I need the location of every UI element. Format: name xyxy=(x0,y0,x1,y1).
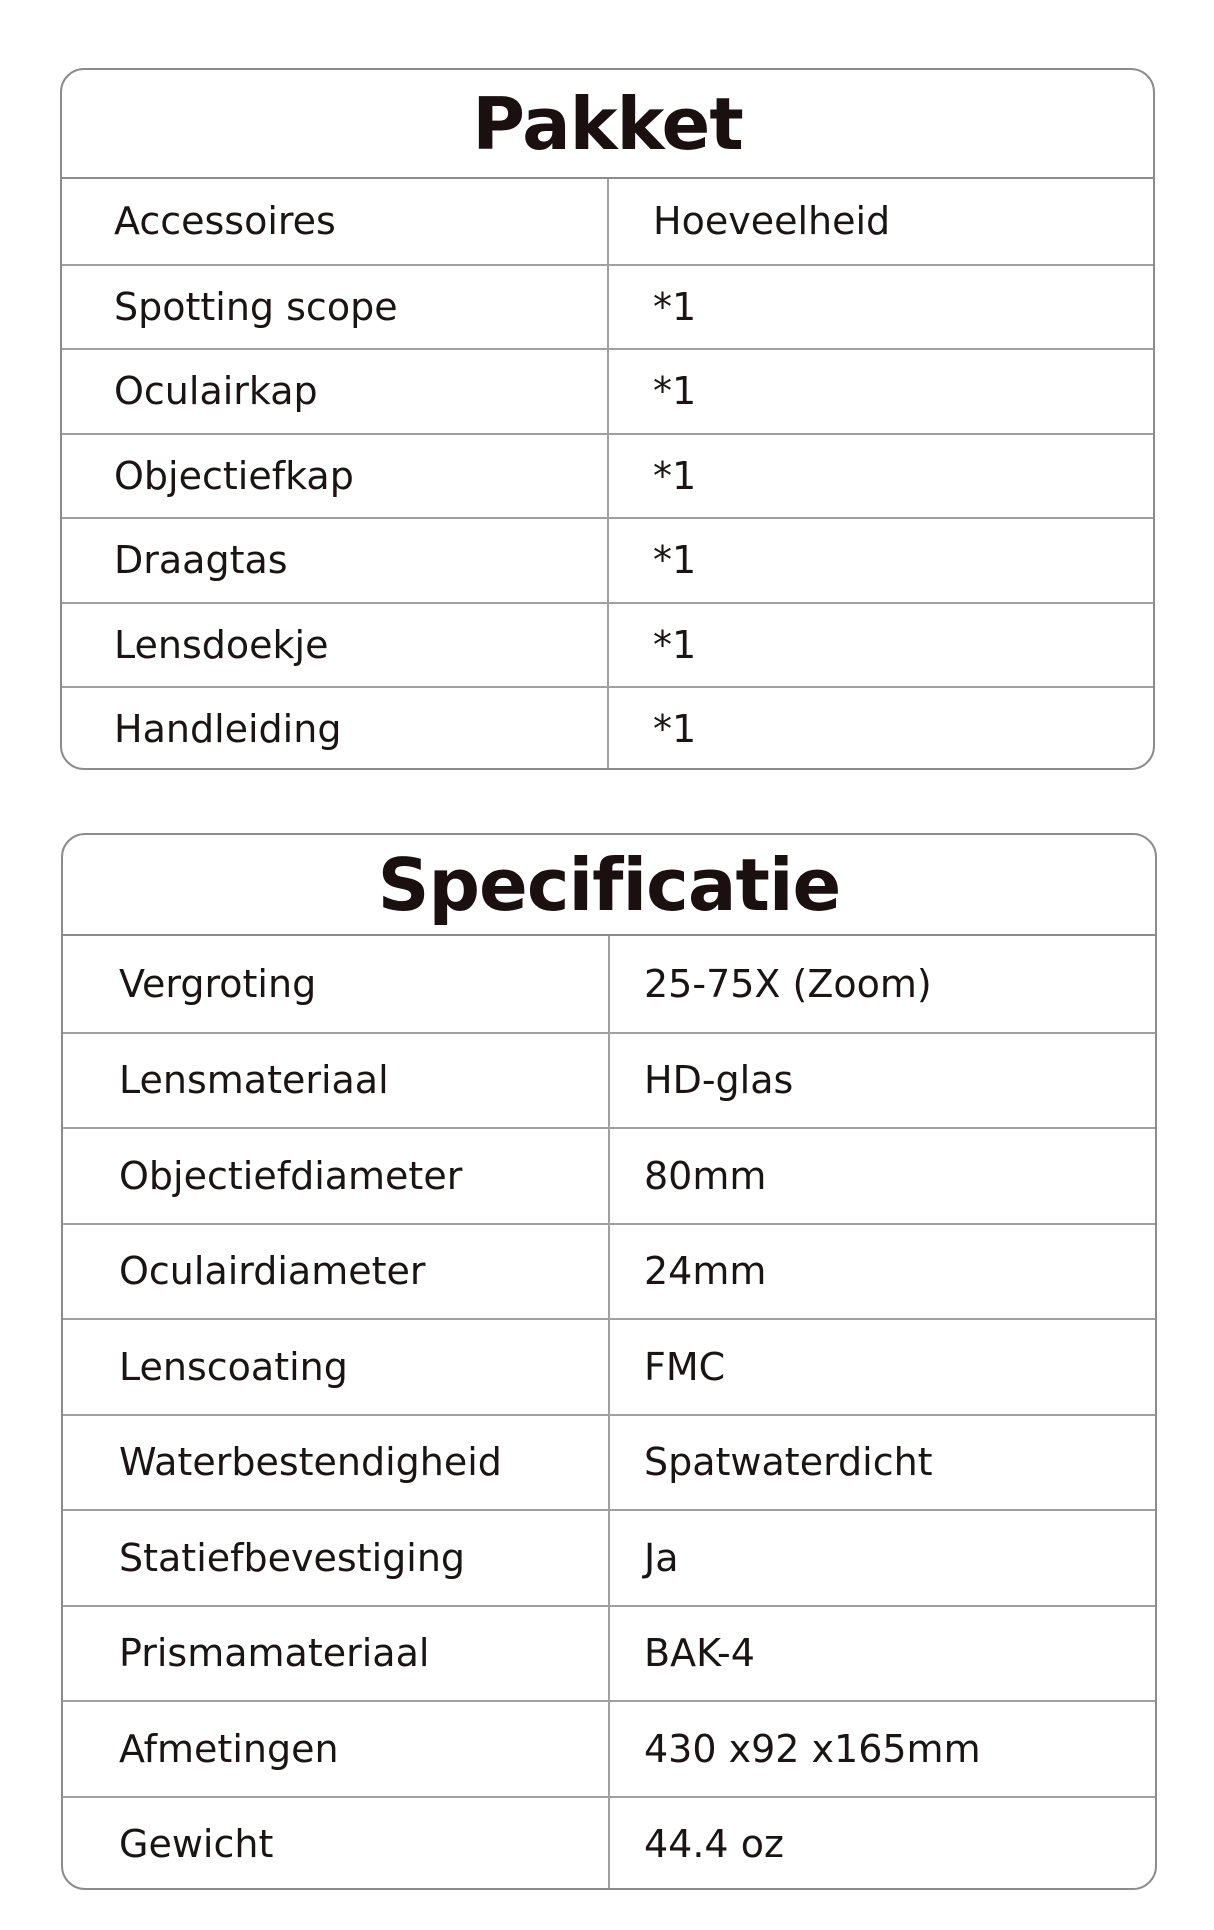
spec-value: Ja xyxy=(644,1535,679,1580)
package-table xyxy=(60,68,1155,770)
spec-value: Spatwaterdicht xyxy=(644,1440,933,1485)
spec-value: 80mm xyxy=(644,1153,767,1198)
spec-label: Objectiefdiameter xyxy=(63,1129,610,1223)
package-rows xyxy=(62,179,1153,770)
package-header-accessories: Accessoires xyxy=(62,179,609,264)
spec-value: 44.4 oz xyxy=(644,1822,784,1867)
spec-label: Afmetingen xyxy=(63,1702,610,1796)
specification-title: Specificatie xyxy=(377,842,841,927)
table-row xyxy=(63,1509,1155,1605)
spec-label: Waterbestendigheid xyxy=(63,1416,610,1510)
spec-value: 24mm xyxy=(644,1249,767,1294)
package-item: Handleiding xyxy=(62,688,609,770)
spec-value: FMC xyxy=(644,1344,726,1389)
table-row xyxy=(63,1223,1155,1319)
package-item: Spotting scope xyxy=(62,266,609,349)
spec-label: Lensmateriaal xyxy=(63,1034,610,1128)
table-row xyxy=(63,1700,1155,1796)
table-row xyxy=(63,1605,1155,1701)
table-row xyxy=(63,1032,1155,1128)
spec-value: BAK-4 xyxy=(644,1631,755,1676)
table-row xyxy=(62,686,1153,770)
table-row xyxy=(63,1796,1155,1891)
specification-title-row xyxy=(63,835,1155,936)
table-row xyxy=(62,348,1153,433)
package-item: Lensdoekje xyxy=(62,604,609,687)
package-qty: *1 xyxy=(653,622,697,667)
package-title: Pakket xyxy=(472,81,743,166)
table-row xyxy=(62,517,1153,602)
package-title-row xyxy=(62,70,1153,179)
package-item: Oculairkap xyxy=(62,350,609,433)
specification-table xyxy=(61,833,1157,1890)
package-header-quantity: Hoeveelheid xyxy=(653,199,891,244)
package-item: Objectiefkap xyxy=(62,435,609,518)
package-item: Draagtas xyxy=(62,519,609,602)
spec-label: Statiefbevestiging xyxy=(63,1511,610,1605)
table-row xyxy=(63,1414,1155,1510)
specification-rows xyxy=(63,936,1155,1890)
spec-label: Lenscoating xyxy=(63,1320,610,1414)
spec-value: 25-75X (Zoom) xyxy=(644,961,932,1006)
spec-label: Vergroting xyxy=(63,936,610,1032)
package-qty: *1 xyxy=(653,284,697,329)
spec-label: Oculairdiameter xyxy=(63,1225,610,1319)
spec-label: Prismamateriaal xyxy=(63,1607,610,1701)
package-qty: *1 xyxy=(653,707,697,752)
package-qty: *1 xyxy=(653,538,697,583)
package-qty: *1 xyxy=(653,369,697,414)
spec-value: 430 x92 x165mm xyxy=(644,1726,981,1771)
spec-value: HD-glas xyxy=(644,1058,794,1103)
spec-label: Gewicht xyxy=(63,1798,610,1891)
table-row xyxy=(62,264,1153,349)
table-row xyxy=(63,936,1155,1032)
table-row xyxy=(62,433,1153,518)
table-row xyxy=(63,1127,1155,1223)
package-qty: *1 xyxy=(653,453,697,498)
table-row xyxy=(63,1318,1155,1414)
package-header-row xyxy=(62,179,1153,264)
table-row xyxy=(62,602,1153,687)
